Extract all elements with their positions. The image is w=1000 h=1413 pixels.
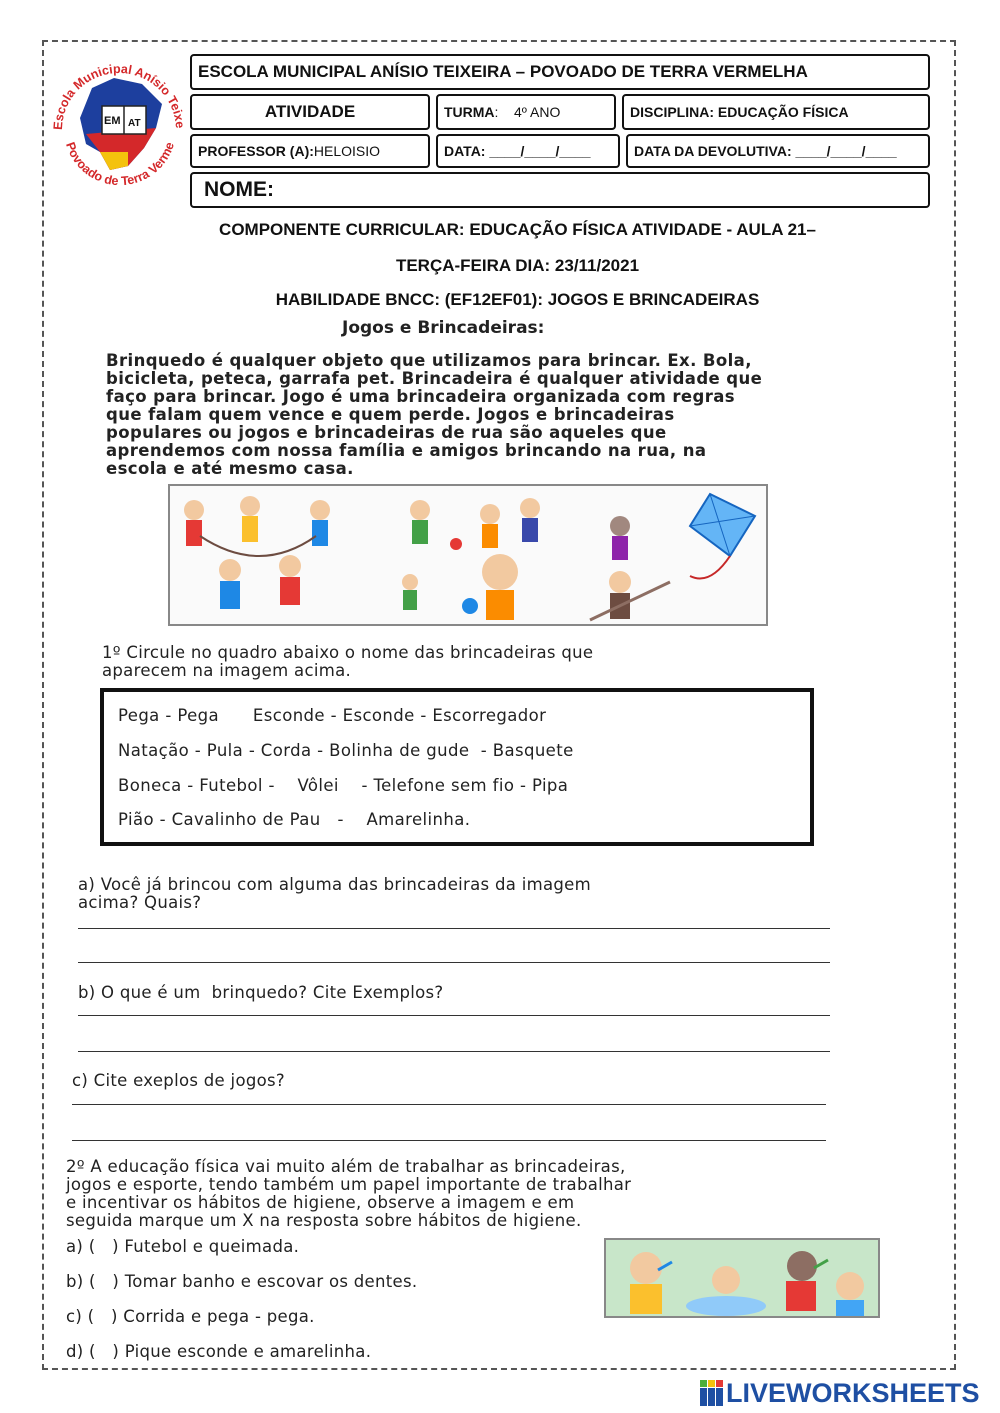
professor-box [190, 134, 430, 168]
question-a-line: acima? Quais? [78, 893, 202, 912]
q2-option-d[interactable]: d) ( ) Pique esconde e amarelinha. [66, 1342, 372, 1361]
atividade-label: ATIVIDADE [264, 102, 356, 121]
school-logo [44, 48, 194, 198]
nome-box[interactable] [190, 172, 930, 208]
intro-line: populares ou jogos e brincadeiras de rua são aqueles que [106, 423, 667, 442]
liveworksheets-watermark [700, 1378, 980, 1408]
intro-line: bicicleta, peteca, garrafa pet. Brincadeira é qualquer atividade que [106, 369, 763, 388]
question-b: b) O que é um brinquedo? Cite Exemplos? [78, 983, 444, 1002]
intro-line: faço para brincar. Jogo é uma brincadeira organizada com regras [106, 387, 735, 406]
q1-prompt-line: aparecem na imagem acima. [102, 661, 352, 680]
data-field: DATA: ____/____/____ [444, 143, 591, 159]
section-title: Jogos e Brincadeiras: [342, 318, 545, 338]
turma-box [436, 94, 616, 130]
school-name-box [190, 54, 930, 90]
q1-prompt-line: 1º Circule no quadro abaixo o nome das brincadeiras que [102, 643, 594, 662]
school-name: ESCOLA MUNICIPAL ANÍSIO TEIXEIRA – POVOADO DE TERRA VERMELHA [198, 62, 808, 81]
q2-option-a[interactable]: a) ( ) Futebol e queimada. [66, 1237, 300, 1256]
turma-value: : 4º ANO [494, 104, 561, 120]
word-row[interactable]: Pega - Pega Esconde - Esconde - Escorregador [118, 706, 547, 725]
word-row[interactable]: Boneca - Futebol - Vôlei - Telefone sem fio - Pipa [118, 776, 569, 795]
q2-line: 2º A educação física vai muito além de trabalhar as brincadeiras, [66, 1157, 626, 1176]
atividade-box [190, 94, 430, 130]
title-line-2: TERÇA-FEIRA DIA: 23/11/2021 [395, 256, 640, 275]
nome-label: NOME: [204, 178, 274, 201]
q2-line: e incentivar os hábitos de higiene, observe a imagem e em [66, 1193, 575, 1212]
answer-line-c1[interactable] [72, 1104, 826, 1105]
hygiene-illustration [604, 1238, 880, 1318]
children-playing-illustration [168, 484, 768, 626]
logo-at: AT [128, 118, 141, 129]
data-box[interactable] [436, 134, 620, 168]
q2-line: jogos e esporte, tendo também um papel importante de trabalhar [66, 1175, 632, 1194]
word-row[interactable]: Natação - Pula - Corda - Bolinha de gude - Basquete [118, 741, 574, 760]
title-line-3: HABILIDADE BNCC: (EF12EF01): JOGOS E BRINCADEIRAS [275, 290, 760, 309]
title-line-1: COMPONENTE CURRICULAR: EDUCAÇÃO FÍSICA ATIVIDADE - AULA 21– [219, 220, 816, 239]
logo-top-text: Escola Municipal Anísio Teixe [50, 61, 188, 131]
answer-line-b2[interactable] [78, 1051, 830, 1052]
professor-label: PROFESSOR (A): [198, 143, 314, 159]
turma-label: TURMA [444, 104, 495, 120]
liveworksheets-logo-icon [700, 1380, 724, 1406]
data-devolutiva-box[interactable] [626, 134, 930, 168]
question-a-line: a) Você já brincou com alguma das brincadeiras da imagem [78, 875, 591, 894]
professor-value: HELOISIO [313, 143, 381, 159]
disciplina-label: DISCIPLINA: EDUCAÇÃO FÍSICA [630, 104, 849, 120]
logo-bottom-text: Povoado de Terra Verme [63, 140, 177, 189]
q2-option-c[interactable]: c) ( ) Corrida e pega - pega. [66, 1307, 315, 1326]
logo-em: EM [104, 115, 121, 127]
question-a [78, 876, 898, 912]
answer-line-b1[interactable] [78, 1015, 830, 1016]
intro-line: escola e até mesmo casa. [106, 459, 354, 478]
intro-paragraph [106, 352, 946, 478]
games-word-box [100, 688, 814, 846]
word-row[interactable]: Pião - Cavalinho de Pau - Amarelinha. [118, 810, 471, 829]
q2-option-b[interactable]: b) ( ) Tomar banho e escovar os dentes. [66, 1272, 418, 1291]
question-c: c) Cite exeplos de jogos? [72, 1071, 285, 1090]
liveworksheets-brand: LIVEWORKSHEETS [726, 1377, 980, 1408]
answer-line-a1[interactable] [78, 928, 830, 929]
intro-line: Brinquedo é qualquer objeto que utilizamos para brincar. Ex. Bola, [106, 351, 752, 370]
data-devolutiva-field: DATA DA DEVOLUTIVA: ____/____/____ [634, 143, 897, 159]
answer-line-a2[interactable] [78, 962, 830, 963]
q2-line: seguida marque um X na resposta sobre hábitos de higiene. [66, 1211, 582, 1230]
intro-line: aprendemos com nossa família e amigos brincando na rua, na [106, 441, 707, 460]
intro-line: que falam quem vence e quem perde. Jogos e brincadeiras [106, 405, 675, 424]
disciplina-box [622, 94, 930, 130]
q2-prompt [66, 1158, 946, 1230]
q1-prompt [102, 644, 902, 680]
answer-line-c2[interactable] [72, 1140, 826, 1141]
